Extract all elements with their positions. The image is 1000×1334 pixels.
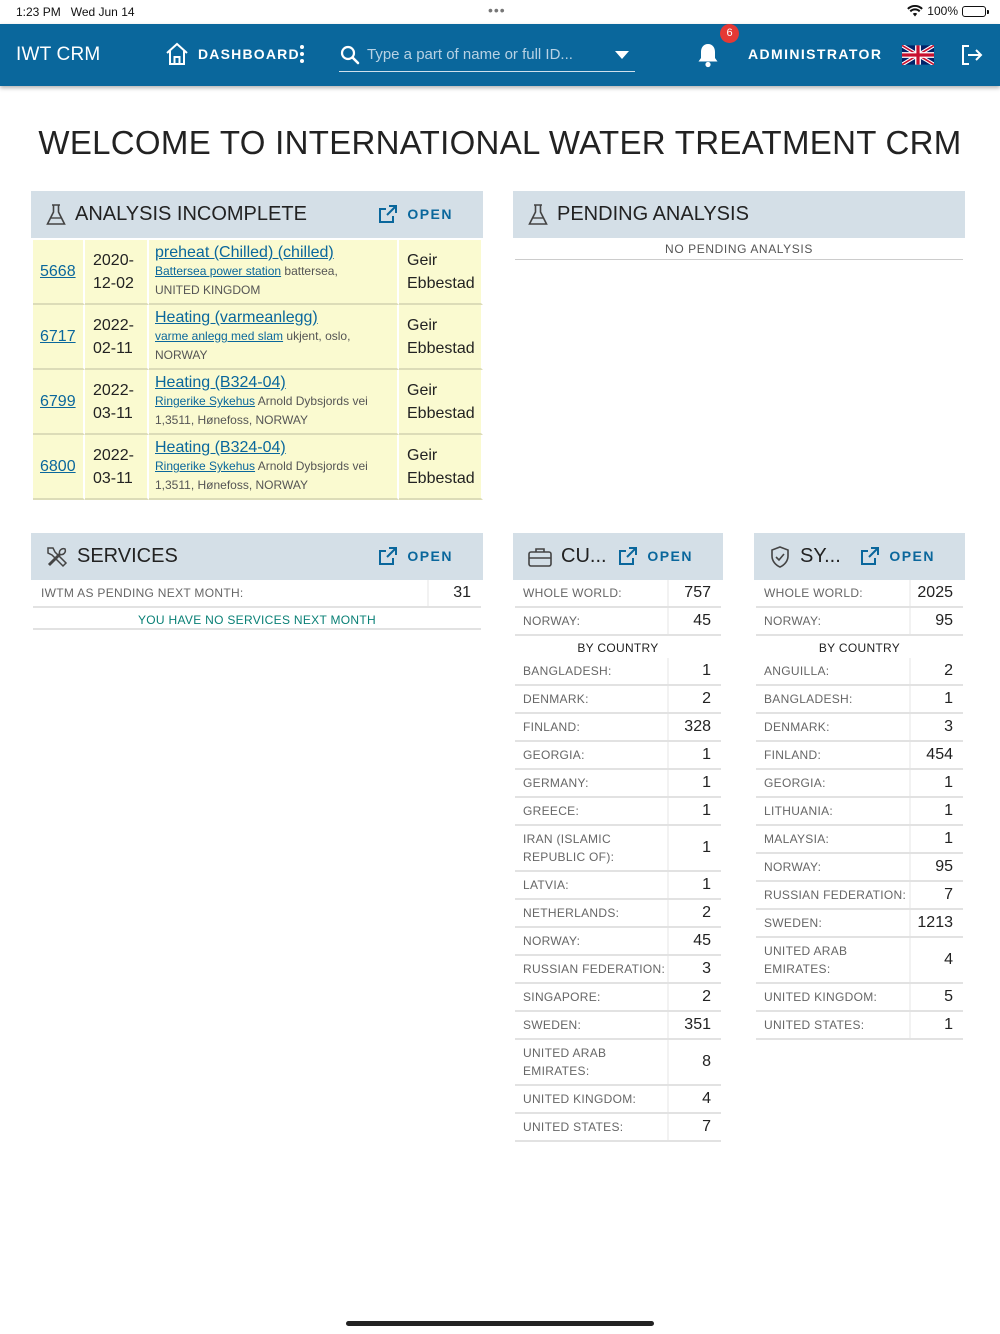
open-in-new-icon <box>378 546 398 566</box>
analysis-row[interactable] <box>33 305 483 370</box>
date-line: 2022- <box>93 316 134 334</box>
analysis-row[interactable] <box>33 435 483 500</box>
analysis-description-cell <box>149 240 399 305</box>
analysis-title-link[interactable]: Heating (B324-04) <box>155 374 286 391</box>
analysis-id-cell <box>33 435 85 500</box>
more-vert-icon[interactable] <box>294 45 310 65</box>
analysis-date-cell <box>85 240 149 305</box>
stat-value: 2025 <box>917 584 953 601</box>
user-menu[interactable]: ADMINISTRATOR <box>748 46 883 62</box>
country-label: LATVIA: <box>515 872 669 898</box>
country-stat-row <box>756 910 963 938</box>
country-value: 4 <box>702 1090 711 1107</box>
country-label: NETHERLANDS: <box>515 900 669 926</box>
analysis-title-link[interactable]: preheat (Chilled) (chilled) <box>155 244 334 261</box>
analysis-title-link[interactable]: Heating (varmeanlegg) <box>155 309 318 326</box>
country-value: 8 <box>702 1053 711 1070</box>
country-stat-row <box>756 686 963 714</box>
battery-percent: 100% <box>927 4 958 18</box>
panel-title: CU... <box>561 545 607 567</box>
page-title: WELCOME TO INTERNATIONAL WATER TREATMENT CRM <box>38 124 962 161</box>
country-stat-row <box>515 658 721 686</box>
country-label: UNITED ARAB EMIRATES: <box>515 1040 669 1084</box>
country-value: 95 <box>935 858 953 875</box>
country-stat-row <box>515 686 721 714</box>
country-value: 1 <box>702 802 711 819</box>
country-label: BANGLADESH: <box>756 686 911 712</box>
analysis-title-link[interactable]: Heating (B324-04) <box>155 439 286 456</box>
country-value: 351 <box>684 1016 711 1033</box>
country-stat-row <box>515 872 721 900</box>
analysis-person-cell <box>399 240 483 305</box>
analysis-incomplete-panel <box>31 191 483 500</box>
search-input[interactable] <box>367 46 615 63</box>
country-stat-row <box>756 854 963 882</box>
site-link[interactable]: Battersea power station <box>155 264 282 278</box>
analysis-description-cell <box>149 305 399 370</box>
panel-title: SY... <box>800 545 841 567</box>
stat-value: 757 <box>684 584 711 601</box>
site-address: Arnold Dybsjords vei <box>255 459 368 473</box>
open-label: OPEN <box>889 548 935 564</box>
open-systems-button[interactable] <box>860 546 935 566</box>
country-stat-row <box>756 882 963 910</box>
country-label: BANGLADESH: <box>515 658 669 684</box>
country-label: MALAYSIA: <box>756 826 911 852</box>
country-value: 454 <box>926 746 953 763</box>
country-label: SINGAPORE: <box>515 984 669 1010</box>
country-value: 7 <box>702 1118 711 1135</box>
stat-label: NORWAY: <box>756 608 911 634</box>
country-stat-row <box>515 1086 721 1114</box>
person-last-name: Ebbestad <box>407 404 475 422</box>
services-pending-row <box>33 580 481 608</box>
country-label: NORWAY: <box>756 854 911 880</box>
person-last-name: Ebbestad <box>407 339 475 357</box>
panel-header <box>754 533 965 580</box>
status-indicators <box>907 4 986 18</box>
analysis-id-cell <box>33 305 85 370</box>
country-label: DENMARK: <box>515 686 669 712</box>
country-value: 3 <box>944 718 953 735</box>
open-analysis-button[interactable] <box>378 204 453 224</box>
analysis-location <box>155 392 391 411</box>
panel-title: PENDING ANALYSIS <box>557 203 749 225</box>
logout-icon[interactable] <box>960 44 984 66</box>
panel-header <box>31 533 483 580</box>
by-country-heading: BY COUNTRY <box>577 641 659 655</box>
search-dropdown-caret-icon[interactable] <box>615 51 629 59</box>
open-customers-button[interactable] <box>618 546 693 566</box>
country-label: LITHUANIA: <box>756 798 911 824</box>
country-stat-row <box>515 770 721 798</box>
country-label: RUSSIAN FEDERATION: <box>515 956 669 982</box>
analysis-country: 1,3511, Hønefoss, NORWAY <box>155 478 308 492</box>
country-label: FINLAND: <box>756 742 911 768</box>
country-value: 2 <box>702 904 711 921</box>
dashboard-nav-button[interactable] <box>164 41 300 67</box>
analysis-location <box>155 457 391 476</box>
country-label: RUSSIAN FEDERATION: <box>756 882 911 908</box>
analysis-id-link[interactable]: 6800 <box>40 457 76 475</box>
date-line: 2020- <box>93 251 134 269</box>
stat-row <box>756 608 963 636</box>
analysis-location <box>155 327 391 346</box>
country-stat-row <box>756 984 963 1012</box>
country-label: FINLAND: <box>515 714 669 740</box>
analysis-person-cell <box>399 370 483 435</box>
by-country-heading: BY COUNTRY <box>818 641 901 655</box>
analysis-description-cell <box>149 370 399 435</box>
country-label: SWEDEN: <box>756 910 911 936</box>
shield-check-icon <box>768 545 792 569</box>
tools-icon <box>45 545 69 569</box>
country-value: 1 <box>702 839 711 856</box>
country-stat-row <box>515 1012 721 1040</box>
analysis-id-cell <box>33 240 85 305</box>
stat-value: 45 <box>693 612 711 629</box>
analysis-country: 1,3511, Hønefoss, NORWAY <box>155 413 308 427</box>
analysis-id-link[interactable]: 6799 <box>40 392 76 410</box>
stat-label: WHOLE WORLD: <box>756 580 911 606</box>
panel-header <box>513 533 723 580</box>
country-label: GEORGIA: <box>756 770 911 796</box>
panel-header <box>513 191 965 238</box>
country-value: 1 <box>944 802 953 819</box>
panel-title: ANALYSIS INCOMPLETE <box>75 203 307 225</box>
pending-analysis-panel <box>513 191 965 260</box>
person-first-name: Geir <box>407 316 438 334</box>
country-value: 328 <box>684 718 711 735</box>
country-label: NORWAY: <box>515 928 669 954</box>
analysis-date-cell <box>85 435 149 500</box>
country-value: 3 <box>702 960 711 977</box>
country-label: UNITED ARAB EMIRATES: <box>756 938 911 982</box>
person-first-name: Geir <box>407 381 438 399</box>
date-line: 03-11 <box>93 469 133 487</box>
systems-stats <box>754 580 963 1040</box>
briefcase-icon <box>527 545 553 569</box>
site-link[interactable]: Ringerike Sykehus <box>155 459 256 473</box>
analysis-id-cell <box>33 370 85 435</box>
date-line: 2022- <box>93 381 134 399</box>
country-value: 2 <box>702 690 711 707</box>
country-stat-row <box>515 928 721 956</box>
country-label: GEORGIA: <box>515 742 669 768</box>
country-stat-row <box>515 1114 721 1142</box>
date-line: 03-11 <box>93 404 133 422</box>
open-in-new-icon <box>618 546 638 566</box>
analysis-row[interactable] <box>33 370 483 435</box>
customers-panel <box>513 533 723 1142</box>
country-stat-row <box>756 770 963 798</box>
stat-row <box>515 608 721 636</box>
analysis-id-link[interactable]: 6717 <box>40 327 76 345</box>
open-label: OPEN <box>407 548 453 564</box>
person-last-name: Ebbestad <box>407 469 475 487</box>
open-label: OPEN <box>407 206 453 222</box>
country-label: UNITED KINGDOM: <box>756 984 911 1010</box>
country-value: 4 <box>944 951 953 968</box>
person-first-name: Geir <box>407 251 438 269</box>
analysis-person-cell <box>399 435 483 500</box>
country-label: IRAN (ISLAMIC REPUBLIC OF): <box>515 826 669 870</box>
country-label: ANGUILLA: <box>756 658 911 684</box>
country-label: UNITED KINGDOM: <box>515 1086 669 1112</box>
wifi-icon <box>907 5 923 17</box>
country-value: 1 <box>944 774 953 791</box>
home-indicator[interactable] <box>346 1321 654 1326</box>
site-link[interactable]: Ringerike Sykehus <box>155 394 256 408</box>
multitask-dots[interactable]: ••• <box>488 2 506 18</box>
open-label: OPEN <box>647 548 693 564</box>
open-in-new-icon <box>378 204 398 224</box>
country-value: 2 <box>944 662 953 679</box>
country-label: UNITED STATES: <box>756 1012 911 1038</box>
no-pending-analysis-text: NO PENDING ANALYSIS <box>515 238 963 260</box>
country-value: 7 <box>944 886 953 903</box>
analysis-table <box>33 240 483 500</box>
country-stat-row <box>515 900 721 928</box>
stat-label: WHOLE WORLD: <box>515 580 669 606</box>
flask-icon <box>527 203 549 227</box>
stat-label: IWTM AS PENDING NEXT MONTH: <box>33 580 429 606</box>
app-bar <box>0 24 1000 86</box>
analysis-date-cell <box>85 370 149 435</box>
open-services-button[interactable] <box>378 546 453 566</box>
analysis-location <box>155 262 391 281</box>
country-value: 1 <box>702 746 711 763</box>
date-line: 2022- <box>93 446 134 464</box>
country-stat-row <box>756 1012 963 1040</box>
country-stat-row <box>756 742 963 770</box>
country-stat-row <box>515 798 721 826</box>
uk-flag-icon[interactable] <box>902 45 934 65</box>
app-brand[interactable]: IWT CRM <box>16 44 101 65</box>
home-icon <box>164 41 190 67</box>
stat-value: 31 <box>453 584 471 601</box>
stat-value: 95 <box>935 612 953 629</box>
search-box[interactable] <box>339 38 635 72</box>
site-address: ukjent, oslo, <box>283 329 351 343</box>
person-last-name: Ebbestad <box>407 274 475 292</box>
status-time: 1:23 PM Wed Jun 14 <box>16 5 135 19</box>
panel-title: SERVICES <box>77 545 178 567</box>
analysis-country: UNITED KINGDOM <box>155 283 261 297</box>
dashboard-label: DASHBOARD <box>198 46 300 62</box>
systems-panel <box>754 533 965 1040</box>
country-value: 1 <box>944 690 953 707</box>
analysis-row[interactable] <box>33 240 483 305</box>
country-value: 1 <box>702 876 711 893</box>
country-stat-row <box>756 826 963 854</box>
country-label: SWEDEN: <box>515 1012 669 1038</box>
site-link[interactable]: varme anlegg med slam <box>155 329 284 343</box>
flask-icon <box>45 203 67 227</box>
country-value: 5 <box>944 988 953 1005</box>
notifications-button[interactable] <box>696 42 720 73</box>
country-stat-row <box>515 742 721 770</box>
panel-header <box>31 191 483 238</box>
ios-status-bar <box>0 0 1000 24</box>
search-icon <box>339 44 361 66</box>
country-value: 1 <box>944 1016 953 1033</box>
no-services-note: YOU HAVE NO SERVICES NEXT MONTH <box>33 608 481 630</box>
analysis-description-cell <box>149 435 399 500</box>
site-address: battersea, <box>281 264 338 278</box>
country-stat-row <box>515 826 721 872</box>
country-label: GREECE: <box>515 798 669 824</box>
open-in-new-icon <box>860 546 880 566</box>
date-line: 12-02 <box>93 274 134 292</box>
country-value: 1 <box>944 830 953 847</box>
country-stat-row <box>515 984 721 1012</box>
services-panel <box>31 533 483 630</box>
country-value: 45 <box>693 932 711 949</box>
bell-icon <box>696 42 720 68</box>
site-address: Arnold Dybsjords vei <box>255 394 368 408</box>
analysis-country: NORWAY <box>155 348 208 362</box>
country-stat-row <box>515 1040 721 1086</box>
country-value: 2 <box>702 988 711 1005</box>
stat-row <box>756 580 963 608</box>
analysis-date-cell <box>85 305 149 370</box>
country-label: GERMANY: <box>515 770 669 796</box>
country-label: DENMARK: <box>756 714 911 740</box>
country-stat-row <box>756 714 963 742</box>
battery-icon <box>962 6 986 17</box>
country-stat-row <box>756 798 963 826</box>
stat-label: NORWAY: <box>515 608 669 634</box>
country-value: 1 <box>702 662 711 679</box>
stat-row <box>515 580 721 608</box>
country-stat-row <box>756 658 963 686</box>
country-value: 1213 <box>917 914 953 931</box>
customers-stats <box>513 580 721 1142</box>
country-value: 1 <box>702 774 711 791</box>
country-stat-row <box>515 956 721 984</box>
date-line: 02-11 <box>93 339 133 357</box>
notification-count-badge[interactable]: 6 <box>720 24 739 43</box>
analysis-id-link[interactable]: 5668 <box>40 262 76 280</box>
person-first-name: Geir <box>407 446 438 464</box>
country-stat-row <box>756 938 963 984</box>
country-label: UNITED STATES: <box>515 1114 669 1140</box>
country-stat-row <box>515 714 721 742</box>
analysis-person-cell <box>399 305 483 370</box>
